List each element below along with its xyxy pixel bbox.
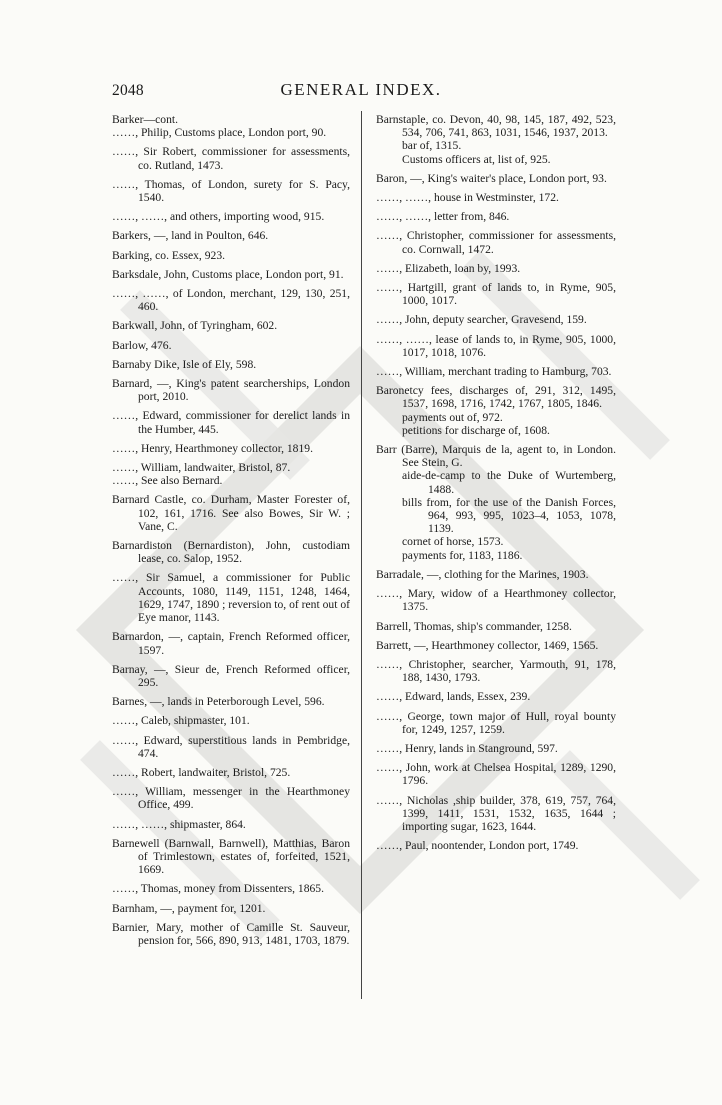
index-entry: Barking, co. Essex, 923. — [112, 248, 226, 262]
index-subentry: Customs officers at, list of, 925. — [402, 152, 551, 166]
index-subentry: bills from, for the use of the Danish Forces, 964, 993, 995, 1023–4, 1053, 1078, 1139. — [402, 495, 616, 536]
index-entry: ……, ……, house in Westminster, 172. — [376, 191, 559, 205]
index-entry: ……, William, landwaiter, Bristol, 87. — [112, 461, 291, 475]
index-entry: Barnham, —, payment for, 1201. — [112, 901, 266, 915]
left-column — [112, 113, 350, 953]
index-entry: Barkwall, John, of Tyringham, 602. — [112, 319, 278, 333]
index-entry: Barrell, Thomas, ship's commander, 1258. — [376, 619, 572, 633]
index-entry: ……, John, work at Chelsea Hospital, 1289, 1290, 1796. — [376, 761, 616, 788]
page-heading: GENERAL INDEX. — [280, 80, 442, 99]
index-entry: Barrett, —, Hearthmoney collector, 1469, 1565. — [376, 638, 599, 652]
index-entry: ……, Christopher, commissioner for assessments, co. Cornwall, 1472. — [376, 229, 616, 256]
index-entry: ……, Elizabeth, loan by, 1993. — [376, 261, 521, 275]
index-entry: Baronetcy fees, discharges of, 291, 312, 1495, 1537, 1698, 1716, 1742, 1767, 1805, 1846. — [376, 384, 616, 411]
index-entry: Barnay, —, Sieur de, French Reformed officer, 295. — [112, 662, 350, 689]
index-entry: ……, George, town major of Hull, royal bounty for, 1249, 1257, 1259. — [376, 709, 616, 736]
index-entry: ……, Hartgill, grant of lands to, in Ryme, 905, 1000, 1017. — [376, 281, 616, 308]
index-entry: ……, Thomas, money from Dissenters, 1865. — [112, 882, 324, 896]
index-entry: ……, Edward, commissioner for derelict lands in the Humber, 445. — [112, 409, 350, 436]
page-number: 2048 — [112, 82, 144, 99]
index-entry: Barnes, —, lands in Peterborough Level, 596. — [112, 695, 325, 709]
index-entry: ……, William, messenger in the Hearthmoney Office, 499. — [112, 785, 350, 812]
index-subentry: bar of, 1315. — [402, 139, 462, 153]
index-entry: ……, Christopher, searcher, Yarmouth, 91, 178, 188, 1430, 1793. — [376, 657, 616, 685]
index-entry: ……, Philip, Customs place, London port, 90. — [112, 126, 327, 140]
index-entry: ……, ……, letter from, 846. — [376, 210, 510, 224]
index-entry: ……, Robert, landwaiter, Bristol, 725. — [112, 765, 291, 779]
index-entry: Barker—cont. — [112, 113, 178, 126]
index-entry: Barnstaple, co. Devon, 40, 98, 145, 187, 492, 523, 534, 706, 741, 863, 1031, 1546, 1937, 2013. — [376, 113, 616, 140]
index-entry: Barnier, Mary, mother of Camille St. Sauveur, pension for, 566, 890, 913, 1481, 1703, 1879. — [112, 920, 350, 947]
index-entry: Barnardiston (Bernardiston), John, custodiam lease, co. Salop, 1952. — [112, 539, 350, 566]
index-entry: Barnardon, —, captain, French Reformed officer, 1597. — [112, 630, 350, 657]
index-entry: ……, Sir Robert, commissioner for assessments, co. Rutland, 1473. — [112, 145, 350, 172]
index-entry: ……, ……, and others, importing wood, 915. — [112, 210, 325, 224]
index-entry: Barnard Castle, co. Durham, Master Forester of, 102, 161, 1716. See also Bowes, Sir W. ; Vane, C. — [112, 493, 350, 533]
column-divider — [361, 111, 362, 999]
index-entry: Barr (Barre), Marquis de la, agent to, in London. See Stein, G. — [376, 443, 616, 470]
right-column — [376, 113, 616, 858]
index-entry: ……, See also Bernard. — [112, 474, 223, 488]
index-entry: ……, ……, shipmaster, 864. — [112, 817, 246, 831]
index-entry: ……, William, merchant trading to Hamburg, 703. — [376, 365, 612, 379]
index-subentry: cornet of horse, 1573. — [402, 535, 504, 549]
index-subentry: payments for, 1183, 1186. — [402, 548, 523, 562]
index-entry: ……, Henry, Hearthmoney collector, 1819. — [112, 441, 313, 455]
index-entry: ……, ……, lease of lands to, in Ryme, 905, 1000, 1017, 1018, 1076. — [376, 332, 616, 359]
index-subentry: payments out of, 972. — [402, 410, 503, 424]
index-entry: ……, Sir Samuel, a commissioner for Public Accounts, 1080, 1149, 1151, 1248, 1464, 1629, 1747, 1890 ; reversion to, of rent out of Eye manor, 1143. — [112, 571, 350, 625]
index-subentry: aide-de-camp to the Duke of Wurtemberg, 1488. — [402, 469, 616, 496]
index-entry: Barnewell (Barnwall, Barnwell), Matthias, Baron of Trimlestown, estates of, forfeited, 1521, 1669. — [112, 836, 350, 877]
index-entry: Barksdale, John, Customs place, London port, 91. — [112, 267, 344, 281]
index-entry: ……, Edward, superstitious lands in Pembridge, 474. — [112, 733, 350, 760]
index-entry: ……, Edward, lands, Essex, 239. — [376, 690, 531, 704]
index-entry: ……, Nicholas ,ship builder, 378, 619, 757, 764, 1399, 1411, 1531, 1532, 1635, 1644 ; importing sugar, 1623, 1644. — [376, 793, 616, 833]
index-entry: Barnard, —, King's patent searcherships, London port, 2010. — [112, 377, 350, 404]
index-entry: Barkers, —, land in Poulton, 646. — [112, 229, 269, 243]
index-entry: Barnaby Dike, Isle of Ely, 598. — [112, 357, 257, 371]
index-entry: Baron, —, King's waiter's place, London port, 93. — [376, 171, 607, 185]
index-subentry: petitions for discharge of, 1608. — [402, 423, 550, 437]
index-entry: ……, Caleb, shipmaster, 101. — [112, 714, 250, 728]
index-entry: ……, Paul, noontender, London port, 1749. — [376, 839, 579, 853]
index-entry: ……, John, deputy searcher, Gravesend, 159. — [376, 313, 587, 327]
index-entry: ……, Thomas, of London, surety for S. Pacy, 1540. — [112, 177, 350, 205]
index-entry: ……, ……, of London, merchant, 129, 130, 251, 460. — [112, 287, 350, 314]
index-entry: Barradale, —, clothing for the Marines, 1903. — [376, 567, 589, 581]
index-entry: ……, Henry, lands in Stanground, 597. — [376, 741, 558, 755]
index-entry: ……, Mary, widow of a Hearthmoney collector, 1375. — [376, 587, 616, 614]
index-entry: Barlow, 476. — [112, 338, 172, 352]
